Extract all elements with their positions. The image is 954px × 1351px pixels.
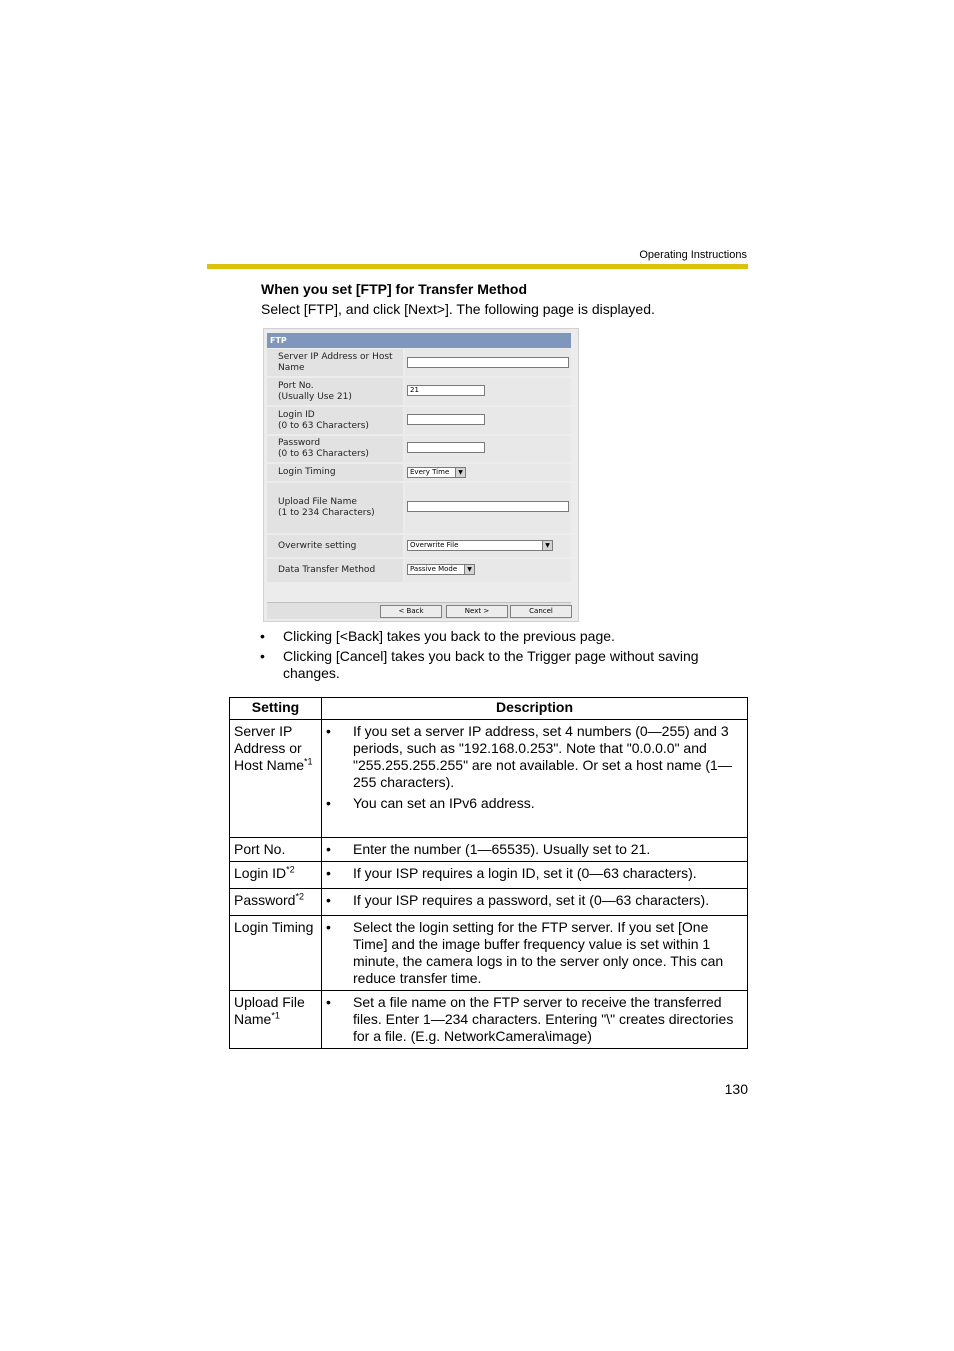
description-text: Set a file name on the FTP server to receive the transferred files. Enter 1—234 characters. Entering "\" creates directories for a file. (E.g. NetworkCamera\image) <box>353 994 734 1044</box>
description-cell <box>322 720 748 838</box>
ftp-row-login-timing <box>267 464 571 481</box>
ftp-field-cell <box>405 535 571 557</box>
ftp-label-line: Port No. <box>278 380 314 391</box>
select-value: Overwrite File <box>410 541 459 549</box>
ftp-field-cell <box>405 349 571 376</box>
list-item <box>326 795 743 812</box>
ftp-label-password <box>267 436 403 462</box>
ftp-label-line: (0 to 63 Characters) <box>278 420 369 431</box>
chevron-down-icon[interactable]: ▼ <box>464 565 474 574</box>
bullet-mark: • <box>260 628 265 644</box>
select-value: Every Time <box>410 468 450 476</box>
ftp-label-line: Login ID <box>278 409 315 420</box>
ftp-row-upload-file <box>267 483 571 533</box>
ftp-label-line: Upload File Name <box>278 497 357 507</box>
ftp-row-login-id <box>267 407 571 434</box>
description-text: Enter the number (1—65535). Usually set to 21. <box>353 841 651 857</box>
ftp-field-cell <box>405 378 571 405</box>
bullet-mark: • <box>326 919 331 935</box>
bullet-mark: • <box>326 841 331 857</box>
setting-cell <box>230 862 322 889</box>
ftp-label-line: Server IP Address or Host <box>278 351 393 362</box>
setting-name: Port No. <box>234 841 286 857</box>
list-item <box>326 892 743 909</box>
page-number: 130 <box>724 1081 748 1097</box>
ftp-row-server <box>267 349 571 376</box>
ftp-field-cell <box>405 407 571 434</box>
ftp-label-line: Overwrite setting <box>278 540 357 551</box>
select-value: Passive Mode <box>410 565 458 573</box>
ftp-field-cell <box>405 483 571 533</box>
ftp-label-port <box>267 378 403 405</box>
setting-name: Upload File Name <box>234 994 305 1027</box>
description-cell <box>322 838 748 862</box>
chevron-down-icon[interactable]: ▼ <box>542 541 552 550</box>
footnote-ref: *2 <box>295 891 304 902</box>
ftp-field-cell <box>405 436 571 462</box>
running-header: Operating Instructions <box>639 249 747 261</box>
bullet-mark: • <box>326 795 331 811</box>
description-cell <box>322 916 748 991</box>
list-item <box>326 841 743 858</box>
server-input[interactable] <box>407 357 569 368</box>
table-header-row <box>230 698 748 720</box>
ftp-settings-screenshot <box>263 328 579 622</box>
ftp-button-bar <box>267 602 571 619</box>
next-button[interactable]: Next > <box>446 605 508 618</box>
ftp-label-data-transfer <box>267 559 403 582</box>
setting-name: Login Timing <box>234 919 314 935</box>
description-cell <box>322 991 748 1049</box>
setting-name: Server IP Address or Host Name <box>234 723 305 773</box>
list-item <box>326 865 743 882</box>
ftp-panel-header: FTP <box>267 333 571 348</box>
back-button[interactable]: < Back <box>380 605 442 618</box>
upload-file-input[interactable] <box>407 501 569 512</box>
section-title: When you set [FTP] for Transfer Method <box>261 281 528 297</box>
table-row <box>230 862 748 889</box>
setting-cell <box>230 916 322 991</box>
bullet-mark: • <box>326 994 331 1010</box>
footnote-ref: *1 <box>271 1010 280 1021</box>
header-rule <box>207 264 748 269</box>
setting-name: Password <box>234 892 296 908</box>
table-row <box>230 916 748 991</box>
description-text: If your ISP requires a login ID, set it (0—63 characters). <box>353 865 697 881</box>
column-header-setting: Setting <box>230 698 322 720</box>
ftp-label-server <box>267 349 403 376</box>
description-text: Select the login setting for the FTP server. If you set [One Time] and the image buffer frequency value is set within 1 minute, the camera logs in to the server only once. This can reduce transfer time. <box>353 919 724 986</box>
data-transfer-select[interactable] <box>407 564 475 575</box>
ftp-label-overwrite <box>267 535 403 557</box>
ftp-label-line: (Usually Use 21) <box>278 391 352 402</box>
setting-cell <box>230 991 322 1049</box>
table-row <box>230 720 748 838</box>
overwrite-select[interactable] <box>407 540 553 551</box>
list-item-text: Clicking [Cancel] takes you back to the Trigger page without saving changes. <box>283 648 699 681</box>
login-timing-select[interactable] <box>407 467 466 478</box>
description-cell <box>322 862 748 889</box>
ftp-label-line: Password <box>278 438 321 448</box>
ftp-row-password <box>267 436 571 462</box>
password-input[interactable] <box>407 442 485 453</box>
chevron-down-icon[interactable]: ▼ <box>455 468 465 477</box>
ftp-row-overwrite <box>267 535 571 557</box>
footnote-ref: *2 <box>286 864 295 875</box>
ftp-label-login-id <box>267 407 403 434</box>
bullet-mark: • <box>326 865 331 881</box>
column-header-description: Description <box>322 698 748 720</box>
table-row <box>230 889 748 916</box>
ftp-label-line: Name <box>278 362 305 373</box>
setting-cell <box>230 720 322 838</box>
cancel-button[interactable]: Cancel <box>510 605 572 618</box>
description-cell <box>322 889 748 916</box>
table-row <box>230 991 748 1049</box>
list-item <box>326 723 743 791</box>
port-input[interactable]: 21 <box>407 385 485 396</box>
ftp-label-line: Data Transfer Method <box>278 565 376 575</box>
description-text: You can set an IPv6 address. <box>353 795 535 811</box>
table-row <box>230 838 748 862</box>
ftp-row-data-transfer <box>267 559 571 582</box>
ftp-label-line: (0 to 63 Characters) <box>278 449 369 459</box>
description-text: If your ISP requires a password, set it (0—63 characters). <box>353 892 710 908</box>
list-item <box>260 648 730 682</box>
ftp-label-upload-file <box>267 483 403 533</box>
ftp-field-cell <box>405 559 571 582</box>
ftp-label-line: Login Timing <box>278 467 336 477</box>
setting-cell <box>230 889 322 916</box>
list-item <box>326 994 743 1045</box>
setting-name: Login ID <box>234 865 287 881</box>
footnote-ref: *1 <box>304 756 313 767</box>
section-intro: Select [FTP], and click [Next>]. The following page is displayed. <box>261 301 655 317</box>
login-id-input[interactable] <box>407 414 485 425</box>
ftp-row-port <box>267 378 571 405</box>
notes-list <box>260 628 730 685</box>
bullet-mark: • <box>260 648 265 664</box>
ftp-label-login-timing <box>267 464 403 481</box>
settings-table <box>229 697 748 1049</box>
setting-cell <box>230 838 322 862</box>
list-item <box>326 919 743 987</box>
list-item-text: Clicking [<Back] takes you back to the previous page. <box>283 628 615 644</box>
list-item <box>260 628 730 645</box>
ftp-label-line: (1 to 234 Characters) <box>278 508 375 518</box>
ftp-field-cell <box>405 464 571 481</box>
bullet-mark: • <box>326 723 331 739</box>
description-text: If you set a server IP address, set 4 numbers (0—255) and 3 periods, such as "192.168.0.253". Note that "0.0.0.0" and "255.255.255.255" are not available. Or set a host name (1—255 characters). <box>353 723 732 790</box>
bullet-mark: • <box>326 892 331 908</box>
